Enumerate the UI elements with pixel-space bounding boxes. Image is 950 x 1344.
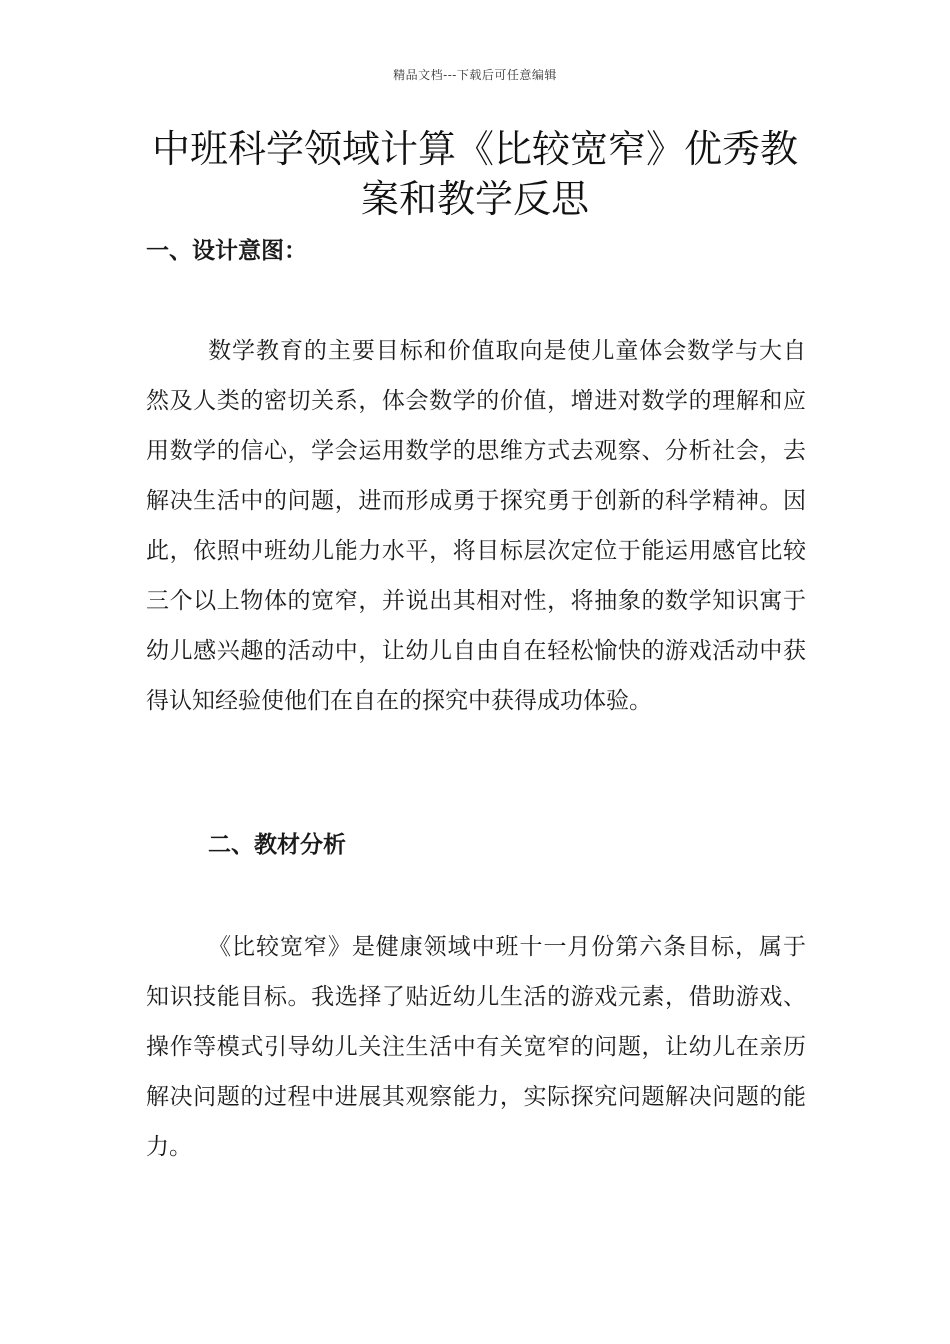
section-paragraph-material-analysis: 《比较宽窄》是健康领域中班十一月份第六条目标，属于知识技能目标。我选择了贴近幼儿生活的游戏元素，借助游戏、操作等模式引导幼儿关注生活中有关宽窄的问题，让幼儿在亲历解决问题的过程中进展其观察能力，实际探究问题解决问题的能力。 bbox=[146, 934, 806, 1160]
section-heading-material-analysis: 二、教材分析 bbox=[208, 831, 346, 858]
section-paragraph-design-intent: 数学教育的主要目标和价值取向是使儿童体会数学与大自然及人类的密切关系，体会数学的价值，增进对数学的理解和应用数学的信心，学会运用数学的思维方式去观察、分析社会，去解决生活中的问题，进而形成勇于探究勇于创新的科学精神。因此，依照中班幼儿能力水平，将目标层次定位于能运用感官比较三个以上物体的宽窄，并说出其相对性，将抽象的数学知识寓于幼儿感兴趣的活动中，让幼儿自由自在轻松愉快的游戏活动中获得认知经验使他们在自在的探究中获得成功体验。 bbox=[146, 338, 806, 714]
header-note: 精品文档---下载后可任意编辑 bbox=[393, 68, 557, 82]
section-heading-design-intent: 一、设计意图： bbox=[146, 237, 307, 264]
document-title: 中班科学领域计算《比较宽窄》优秀教案和教学反思 bbox=[151, 127, 798, 221]
